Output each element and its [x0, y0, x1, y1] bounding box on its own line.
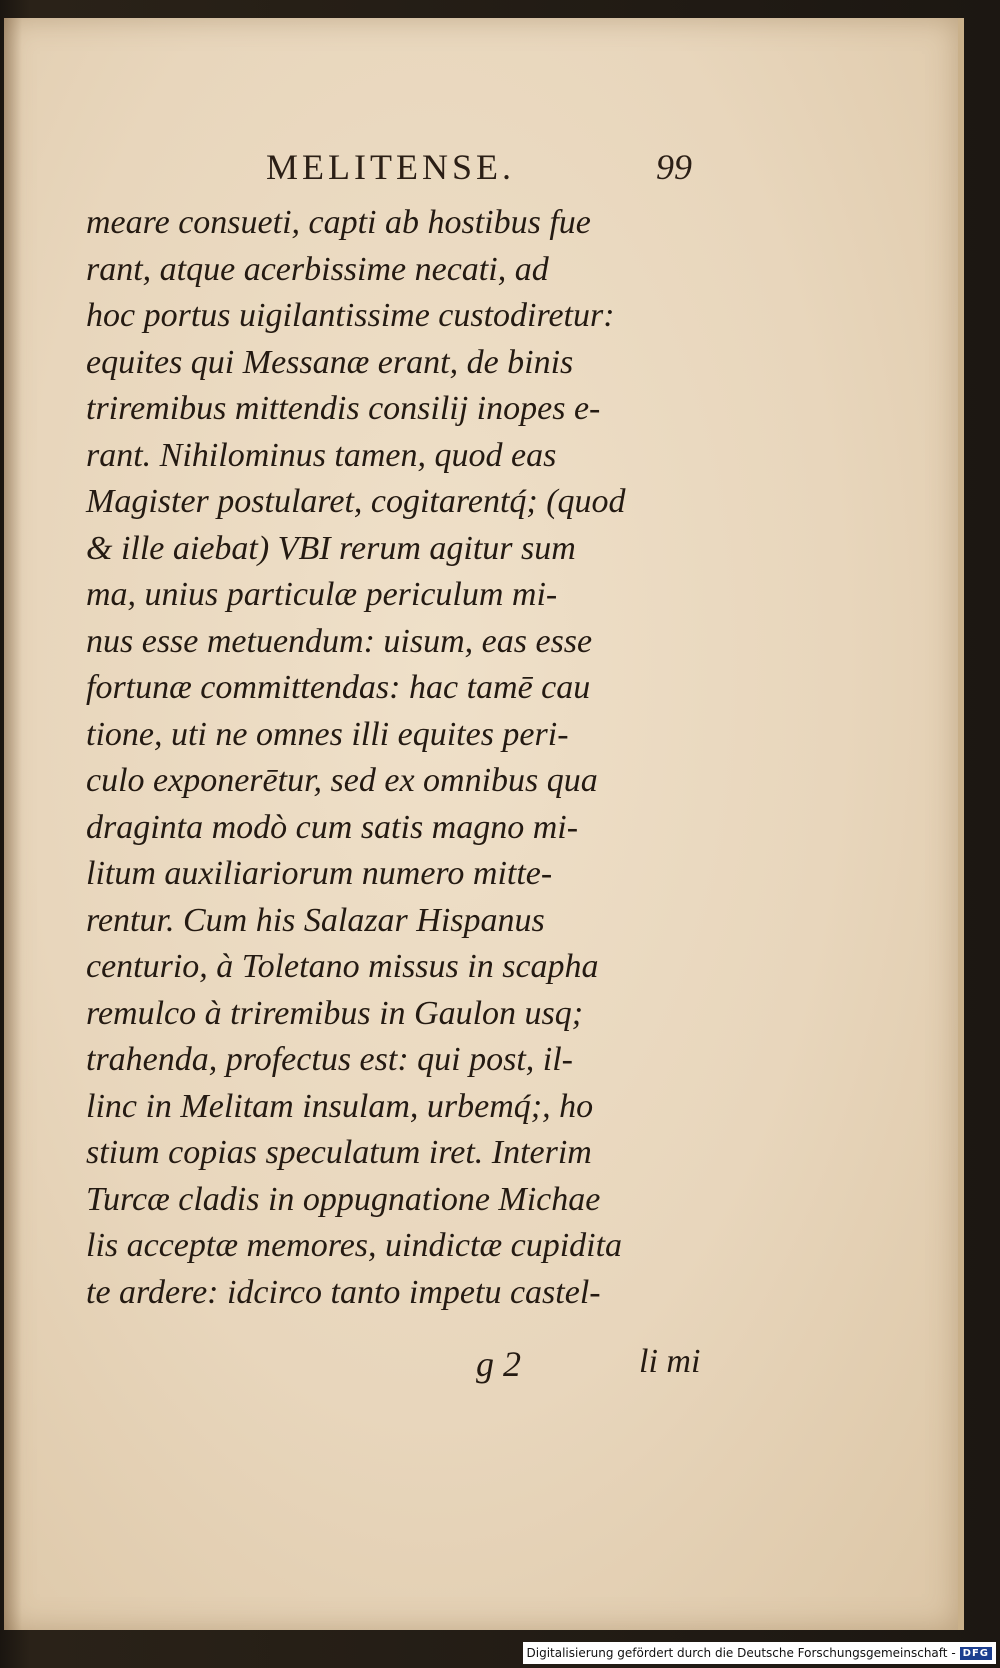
text-line: & ille aiebat) VBI rerum agitur sum [86, 529, 576, 567]
text-line: meare consueti, capti ab hostibus fue [86, 204, 591, 241]
text-line: hoc portus uigilantissime custodiretur: [86, 297, 615, 334]
text-line: Turcæ cladis in oppugnatione Michae [86, 1180, 601, 1218]
text-line: draginta modò cum satis magno mi- [86, 808, 579, 846]
text-line: centurio, à Toletano missus in scapha [86, 948, 599, 985]
footer-credit [523, 1642, 997, 1664]
catchword: li mi [639, 1343, 701, 1380]
text-line: litum auxiliariorum numero mitte- [86, 855, 553, 892]
catchword-line [4, 1343, 958, 1393]
page-header [4, 146, 958, 206]
page-number: 99 [656, 147, 692, 187]
book-page [4, 18, 964, 1630]
text-line: ma, unius particulæ periculum mi- [86, 576, 558, 613]
text-line: stium copias speculatum iret. Interim [86, 1134, 592, 1171]
running-title: MELITENSE. [266, 147, 515, 187]
text-line: lis acceptæ memores, uindictæ cupidita [86, 1227, 623, 1264]
text-line: equites qui Messanæ erant, de binis [86, 343, 574, 381]
text-line: rentur. Cum his Salazar Hispanus [86, 901, 545, 939]
text-line: tione, uti ne omnes illi equites peri- [86, 715, 569, 753]
text-line: triremibus mittendis consilij inopes e- [86, 390, 601, 427]
text-line: Magister postularet, cogitarentq́; (quod [86, 483, 626, 520]
text-line: linc in Melitam insulam, urbemq́;, ho [86, 1087, 594, 1125]
body-text [86, 200, 706, 1316]
text-line: trahenda, profectus est: qui post, il- [86, 1041, 573, 1078]
funding-credit-text: Digitalisierung gefördert durch die Deutsche Forschungsgemeinschaft - [526, 1646, 956, 1660]
text-line: rant, atque acerbissime necati, ad [86, 250, 549, 288]
text-line: culo exponerētur, sed ex omnibus qua [86, 762, 598, 799]
text-line: remulco à triremibus in Gaulon usq; [86, 994, 584, 1032]
text-line: te ardere: idcirco tanto impetu castel- [86, 1273, 601, 1311]
text-line: fortunæ committendas: hac tamē cau [86, 669, 591, 706]
text-line: nus esse metuendum: uisum, eas esse [86, 622, 593, 660]
signature-mark: g 2 [476, 1344, 521, 1384]
text-line: rant. Nihilominus tamen, quod eas [86, 436, 557, 474]
dfg-logo: DFG [960, 1647, 992, 1660]
